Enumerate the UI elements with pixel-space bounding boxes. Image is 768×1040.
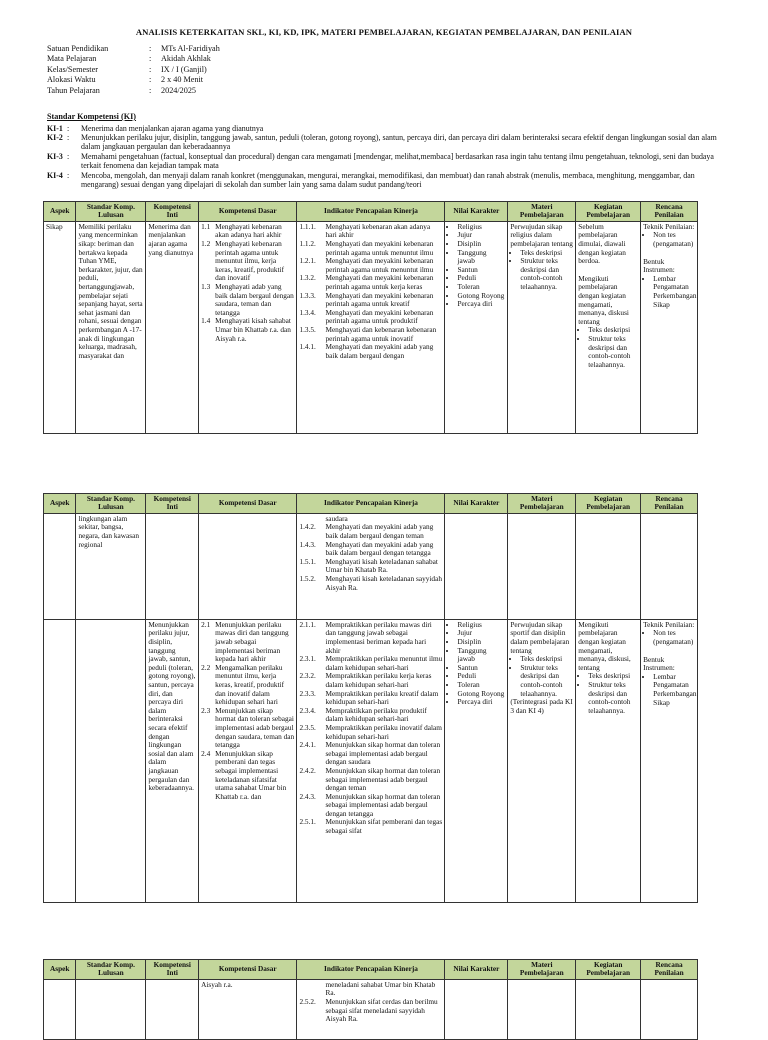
aspek-cell: Sikap [44, 221, 76, 433]
header-nilai-karakter: Nilai Karakter [445, 494, 508, 514]
table-header-row [44, 494, 698, 514]
list-item: • Lembar Pengamatan Perkembangan Sikap [653, 275, 695, 309]
indikator-item: 1.1.2. Menghayati dan meyakini kebenaran perintah agama untuk menuntut ilmu [299, 239, 434, 257]
header-kegiatan: Kegiatan Pembelajaran [576, 960, 641, 980]
indikator-item: 2.3.4. Mempraktikkan perilaku produktif dalam kehidupan sehari-hari [299, 705, 427, 724]
list-item: • Struktur teks deskripsi dan contoh-contoh telaahannya. [520, 664, 573, 698]
header-skl: Standar Komp. Lulusan [76, 960, 146, 980]
header-indikator: Indikator Pencapaian Kinerja [297, 202, 445, 222]
header-penilaian: Rencana Penilaian [641, 960, 698, 980]
kd-cell [199, 619, 297, 902]
karakter-list [447, 621, 505, 707]
list-item: • Percaya diri [457, 698, 505, 707]
ki-text: Menunjukkan perilaku jujur, disiplin, tanggung jawab, santun, peduli (toleran, gotong royong), santun, percaya diri, dan percaya diri dalam berinteraksi secara efektif dengan lingkungan sosial dan alam dalam jangkauan pergaulan dan keberadaannya [81, 133, 717, 152]
list-item: • Jujur [457, 629, 505, 638]
header-aspek: Aspek [44, 960, 76, 980]
kd-item: 1.4 Menghayati kisah sahabat Umar bin Khattab r.a. dan Aisyah r.a. [201, 316, 291, 343]
meta-row: Tahun Pelajaran : 2024/2025 [47, 85, 197, 95]
meta-block [47, 44, 220, 96]
document-title: ANALISIS KETERKAITAN SKL, KI, KD, IPK, MATERI PEMBELAJARAN, KEGIATAN PEMBELAJARAN, DAN PENILAIAN [135, 27, 633, 37]
ki-2: KI-2 : Menunjukkan perilaku jujur, disiplin, tanggung jawab, santun, peduli (toleran, gotong royong), santun, percaya diri, dan percaya diri dalam berinteraksi secara efektif dengan lingkungan sosial dan alam dalam jangkauan pergaulan dan keberadaannya [47, 133, 727, 151]
indikator-item: 1.4.2. Menghayati dan meyakini adab yang baik dalam bergaul dengan teman [299, 522, 434, 540]
kegiatan-cell: Sebelum pembelajaran dimulai, diawali dengan kegiatan berdoa. Mengikuti pembelajaran dengan kegiatan mengamati, menanya, diskusi tentang • Teks deskripsi • Struktur teks deskripsi dan contoh-contoh telaahannya. [576, 221, 641, 433]
header-nilai-karakter: Nilai Karakter [445, 960, 508, 980]
indikator-item: 2.5.1. Menunjukkan sifat pemberani dan tegas sebagai sifat [299, 817, 443, 836]
list-item: • Religius [457, 223, 505, 232]
header-indikator: Indikator Pencapaian Kinerja [297, 494, 445, 514]
list-item: • Struktur teks deskripsi dan contoh-contoh telaahannya. [588, 681, 638, 715]
list-item: • Tanggung jawab [457, 647, 505, 664]
penilaian-cell: Teknik Penilaian: • Non tes (pengamatan) Bentuk Instrumen: • Lembar Pengamatan Perkembangan Sikap [641, 619, 698, 902]
kd-cell: Aisyah r.a. [199, 979, 297, 1039]
meta-row: Kelas/Semester : IX / I (Ganjil) [47, 64, 207, 74]
kd-item: 2.2 Mengamalkan perilaku menuntut ilmu, kerja keras, kreatif, produktif dan inovatif dalam kehidupan sehari hari [201, 662, 284, 707]
karakter-list [447, 223, 505, 309]
indikator-item: 1.3.4. Menghayati dan meyakini kebenaran perintah agama untuk produktif [299, 307, 434, 326]
ki-label: KI-4 [47, 171, 63, 180]
header-kompetensi-inti: Kompetensi Inti [146, 202, 199, 222]
indikator-item: 2.5.2. Menunjukkan sifat cerdas dan berilmu sebagai sifat meneladani sayyidah Aisyah Ra. [299, 997, 438, 1024]
list-item: • Peduli [457, 274, 505, 283]
ki-label: KI-2 [47, 133, 63, 142]
kd-item: 2.1 Menunjukkan perilaku mawas diri dan tanggung jawab sebagai implementasi beriman kepada hari akhir [201, 619, 289, 664]
list-item: • Lembar Pengamatan Perkembangan Sikap [653, 673, 695, 707]
kd-item: 2.4 Menunjukkan sikap pemberani dan tegas sebagai implementasi keteladanan sifatsifat utama sahabat Umar bin Khattab r.a. dan [201, 748, 287, 801]
indikator-item: 2.4.3. Menunjukkan sikap hormat dan toleran sebagai implementasi adab bergaul dengan tetangga [299, 791, 441, 818]
list-item: • Struktur teks deskripsi dan contoh-contoh telaahannya. [520, 257, 573, 291]
materi-list [510, 655, 573, 698]
list-item: • Disiplin [457, 638, 505, 647]
list-item: • Peduli [457, 672, 505, 681]
list-item: • Religius [457, 621, 505, 630]
list-item: • Jujur [457, 231, 505, 240]
table-row [44, 221, 698, 433]
analysis-table-1 [43, 201, 698, 434]
header-skl: Standar Komp. Lulusan [76, 494, 146, 514]
header-kompetensi-inti: Kompetensi Inti [146, 960, 199, 980]
penilaian-cell: Teknik Penilaian: • Non tes (pengamatan) Bentuk Instrumen: • Lembar Pengamatan Perkembangan Sikap [641, 221, 698, 433]
ki-1: KI-1 : Menerima dan menjalankan ajaran agama yang dianutnya [47, 124, 727, 133]
header-materi: Materi Pembelajaran [508, 202, 576, 222]
list-item: • Non tes (pengamatan) [653, 231, 695, 248]
table-row [44, 619, 698, 902]
meta-row: Alokasi Waktu : 2 x 40 Menit [47, 75, 204, 85]
header-kompetensi-dasar: Kompetensi Dasar [199, 960, 297, 980]
list-item: • Santun [457, 664, 505, 673]
meta-row: Mata Pelajaran : Akidah Akhlak [47, 54, 211, 64]
indikator-item: 1.3.3. Menghayati dan meyakini kebenaran perintah agama untuk kreatif [299, 290, 434, 309]
ki-text: Mencoba, mengolah, dan menyaji dalam ranah konkret (menggunakan, mengurai, merangkai, memodifikasi, dan membuat) dan ranah abstrak (menulis, membaca, menghitung, menggambar, dan mengarang) sesuai dengan yang dipelajari di sekolah dan sumber lain yang sama dalam sudut pandang/teori [81, 171, 695, 190]
list-item: • Non tes (pengamatan) [653, 629, 695, 646]
header-kegiatan: Kegiatan Pembelajaran [576, 202, 641, 222]
materi-list [510, 249, 573, 292]
indikator-item: 2.3.2. Mempraktikkan perilaku kerja keras dalam kehidupan sehari-hari [299, 671, 432, 689]
list-item: • Toleran [457, 283, 505, 292]
header-skl: Standar Komp. Lulusan [76, 202, 146, 222]
header-aspek: Aspek [44, 494, 76, 514]
kd-cell [199, 221, 297, 433]
header-penilaian: Rencana Penilaian [641, 494, 698, 514]
karakter-cell [445, 221, 508, 433]
meta-row: Satuan Pendidikan : MTs Al-Faridiyah [47, 44, 220, 53]
kegiatan-list [578, 326, 638, 369]
indikator-cell [297, 619, 445, 902]
kd-item: 1.3 Menghayati adab yang baik dalam bergaul dengan saudara, teman dan tetangga [201, 281, 294, 317]
indikator-item: 2.3.3. Mempraktikkan perilaku kreatif dalam kehidupan sehari-hari [299, 688, 439, 707]
header-penilaian: Rencana Penilaian [641, 202, 698, 222]
ki-text: Memahami pengetahuan (factual, konseptual dan procedural) dengan cara mengamati [mendengar, melihat,membaca] berdasarkan rasa ingin tahu tentang ilmu pengetahuan, teknologi, seni dan budaya terkait fenomena dan kejadian tampak mata [81, 152, 714, 171]
header-kompetensi-dasar: Kompetensi Dasar [199, 202, 297, 222]
ki-4: KI-4 : Mencoba, mengolah, dan menyaji dalam ranah konkret (menggunakan, mengurai, merangkai, memodifikasi, dan membuat) dan ranah abstrak (menulis, membaca, menghitung, menggambar, dan mengarang) sesuai dengan yang dipelajari di sekolah dan sumber lain yang sama dalam sudut pandang/teori [47, 171, 727, 189]
list-item: • Percaya diri [457, 300, 505, 309]
indikator-item: 1.1.1. Menghayati kebenaran akan adanya hari akhir [299, 221, 431, 240]
list-item: • Teks deskripsi [520, 655, 573, 664]
indikator-item: 1.2.1. Menghayati dan meyakini kebenaran perintah agama untuk menuntut ilmu [299, 256, 434, 274]
header-aspek: Aspek [44, 202, 76, 222]
list-item: • Disiplin [457, 240, 505, 249]
indikator-item: meneladani sahabat Umar bin Khatab Ra. [325, 979, 436, 998]
ki-3: KI-3 : Memahami pengetahuan (factual, konseptual dan procedural) dengan cara mengamati [mendengar, melihat,membaca] berdasarkan rasa ingin tahu tentang ilmu pengetahuan, teknologi, seni dan budaya terkait fenomena dan kejadian tampak mata [47, 152, 727, 170]
list-item: • Teks deskripsi [588, 326, 638, 335]
indikator-cell [297, 513, 445, 619]
table-row [44, 513, 698, 619]
indikator-item: 2.1.1. Mempraktikkan perilaku mawas diri dan tanggung jawab sebagai implementasi beriman kepada hari akhir [299, 619, 432, 655]
kd-item: 1.2 Menghayati kebenaran perintah agama untuk menuntut ilmu, kerja keras, kreatif, produktif dan inovatif [201, 239, 284, 283]
header-nilai-karakter: Nilai Karakter [445, 202, 508, 222]
list-item: • Gotong Royong [457, 690, 505, 699]
indikator-cell [297, 979, 445, 1039]
analysis-table-2 [43, 493, 698, 903]
indikator-item: 2.4.1. Menunjukkan sikap hormat dan toleran sebagai implementasi adab bergaul dengan saudara [299, 740, 441, 767]
indikator-item: 1.4.3. Menghayati dan meyakini adab yang baik dalam bergaul dengan tetangga [299, 539, 434, 558]
skl-cell: lingkungan alam sekitar, bangsa, negara, dan kawasan regional [76, 513, 146, 619]
header-kompetensi-inti: Kompetensi Inti [146, 494, 199, 514]
kd-item: 1.1 Menghayati kebenaran akan adanya hari akhir [201, 221, 282, 240]
indikator-item: 1.4.1. Menghayati dan meyakini adab yang baik dalam bergaul dengan [299, 342, 434, 360]
ki-text: Menerima dan menjalankan ajaran agama yang dianutnya [81, 124, 264, 133]
ki-cell: Menunjukkan perilaku jujur, disiplin, tanggung jawab, santun, peduli (toleran, gotong royong), santun, percaya diri, dan percaya diri dalam berinteraksi secara efektif dengan lingkungan sosial dan alam dalam jangkauan pergaulan dan keberadaannya. [146, 619, 199, 902]
header-indikator: Indikator Pencapaian Kinerja [297, 960, 445, 980]
indikator-item: 2.4.2. Menunjukkan sikap hormat dan toleran sebagai implementasi adab bergaul dengan teman [299, 765, 441, 793]
table-header-row [44, 202, 698, 222]
analysis-table-3 [43, 959, 698, 1040]
indikator-item: saudara [325, 513, 348, 523]
ki-label: KI-1 [47, 124, 63, 133]
list-item: • Teks deskripsi [520, 249, 573, 258]
list-item: • Toleran [457, 681, 505, 690]
indikator-item: 1.3.5. Menghayati dan kebenaran kebenaran perintah agama untuk inovatif [299, 324, 437, 343]
kegiatan-list [578, 672, 638, 715]
karakter-cell [445, 619, 508, 902]
header-kompetensi-dasar: Kompetensi Dasar [199, 494, 297, 514]
list-item: • Santun [457, 266, 505, 275]
kd-item: 2.3 Menunjukkan sikap hormat dan toleran sebagai implementasi adab bergaul dengan saudara, teman dan tetangga [201, 705, 295, 750]
indikator-item: 1.5.1. Menghayati kisah keteladanan sahabat Umar bin Khatab Ra. [299, 556, 438, 575]
kegiatan-cell: Mengikuti pembelajaran dengan kegiatan mengamati, menanya, diskusi, tentang • Teks deskripsi • Struktur teks deskripsi dan contoh-contoh telaahannya. [576, 619, 641, 902]
ki-heading: Standar Kompetensi (KI) [47, 112, 137, 121]
indikator-item: 1.5.2. Menghayati kisah keteladanan sayyidah Aisyah Ra. [299, 573, 442, 592]
header-materi: Materi Pembelajaran [508, 494, 576, 514]
materi-cell: Perwujudan sikap sportif dan disiplin dalam pembelajaran tentang • Teks deskripsi • Struktur teks deskripsi dan contoh-contoh telaahannya. (Terintegrasi pada KI 3 dan KI 4) [508, 619, 576, 902]
list-item: • Struktur teks deskripsi dan contoh-contoh telaahannya. [588, 335, 638, 369]
table-row [44, 979, 698, 1039]
header-materi: Materi Pembelajaran [508, 960, 576, 980]
list-item: • Tanggung jawab [457, 249, 505, 266]
materi-cell: Perwujudan sikap religius dalam pembelajaran tentang • Teks deskripsi • Struktur teks deskripsi dan contoh-contoh telaahannya. [508, 221, 576, 433]
table-header-row [44, 960, 698, 980]
ki-label: KI-3 [47, 152, 63, 161]
indikator-cell [297, 221, 445, 433]
list-item: • Teks deskripsi [588, 672, 638, 681]
indikator-item: 1.3.2. Menghayati dan meyakini kebenaran perintah agama untuk kerja keras [299, 273, 434, 291]
ki-cell: Menerima dan menjalankan ajaran agama yang dianutnya [146, 221, 199, 433]
skl-cell: Memiliki perilaku yang mencerminkan sikap: beriman dan bertakwa kepada Tuhan YME, berkarakter, jujur, dan peduli, bertanggungjawab, pembelajar sejati sepanjang hayat, serta sehat jasmani dan rohani, sesuai dengan perkembangan A -17- anak di lingkungan keluarga, madrasah, masyarakat dan [76, 221, 146, 433]
header-kegiatan: Kegiatan Pembelajaran [576, 494, 641, 514]
list-item: • Gotong Royong [457, 292, 505, 301]
indikator-item: 2.3.1. Mempraktikkan perilaku menuntut ilmu dalam kehidupan sehari-hari [299, 654, 443, 672]
indikator-item: 2.3.5. Mempraktikkan perilaku inovatif dalam kehidupan sehari-hari [299, 722, 442, 741]
